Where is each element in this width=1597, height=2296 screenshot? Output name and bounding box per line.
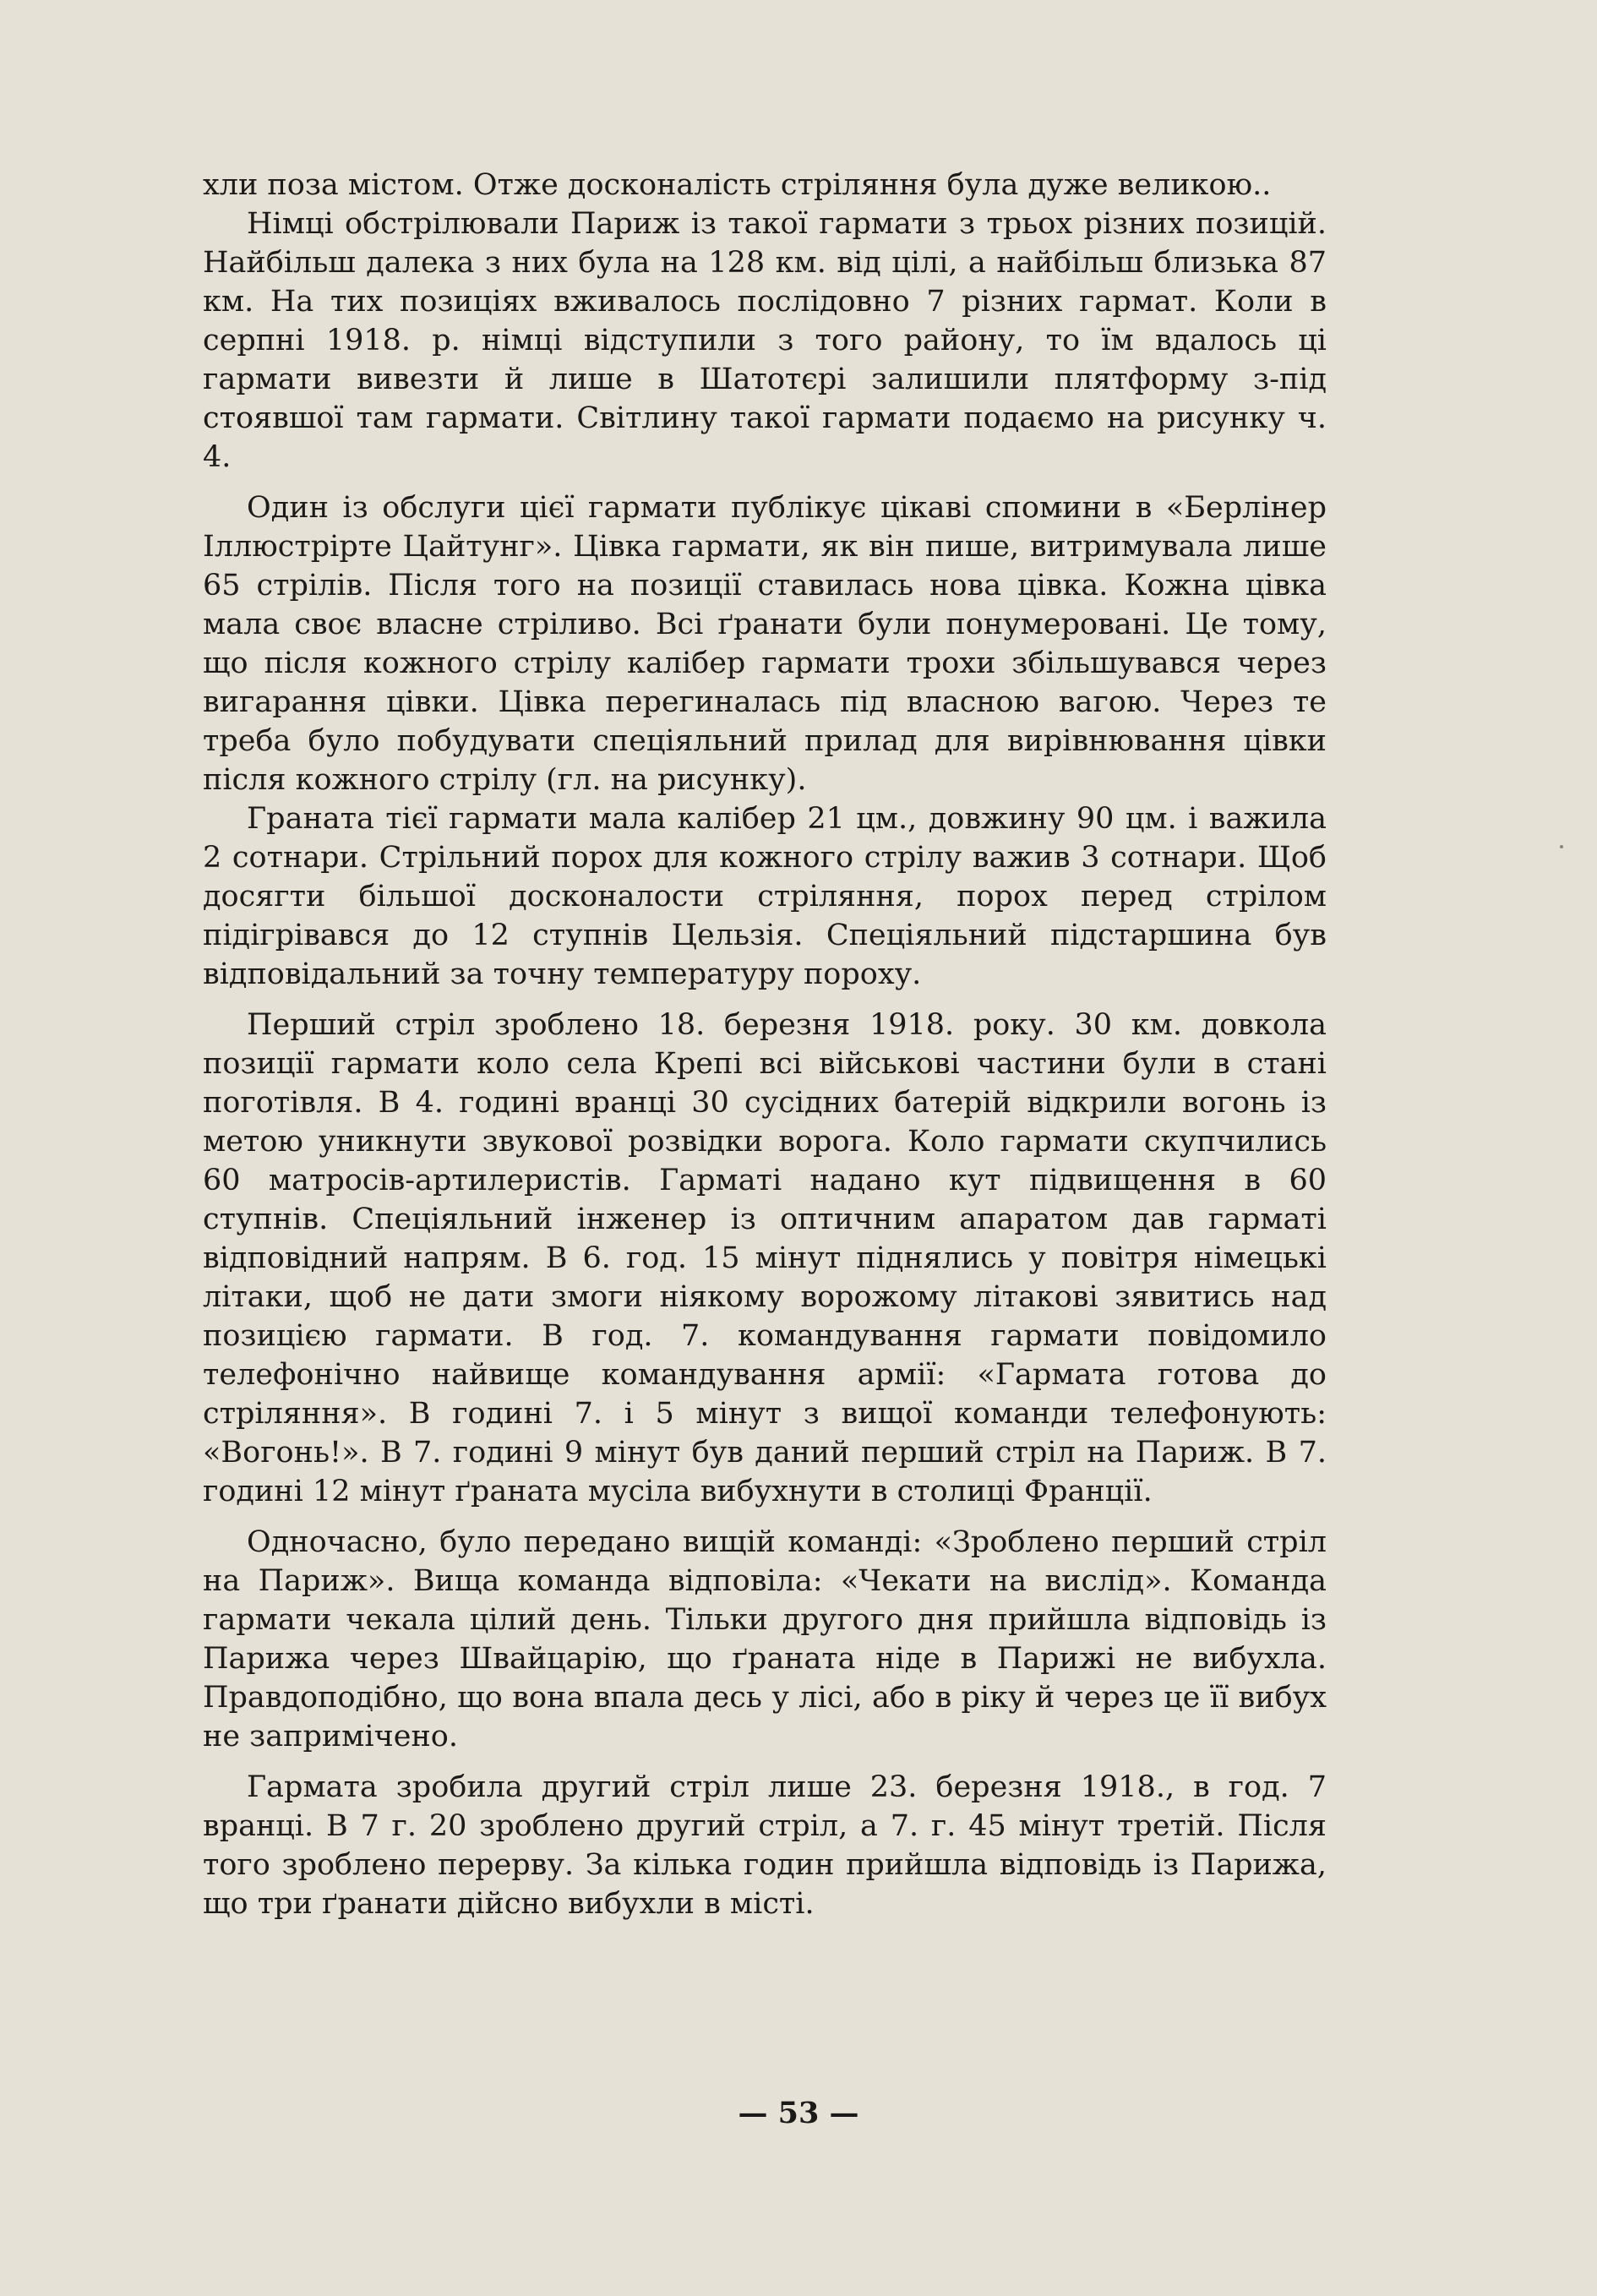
paragraph-continuation: хли поза містом. Отже досконалість стріляння була дуже великою.. [203, 168, 1272, 202]
paragraph-crew-memoirs: Один із обслуги цієї гармати публікує цікаві спомини в «Берлінер Іллюстрірте Цайтунг». Цівка гармати, як він пише, витримувала лише 65 стрілів. Після того на позиції ставилась нова цівка. Кожна цівка мала своє власне стріливо. Всі ґранати були понумеровані. Це тому, що після кожного стрілу калібер гармати трохи збільшувався через вигарання цівки. Цівка перегиналась під власною вагою. Через те треба було побудувати спеціяльний прилад для вирівнювання цівки після кожного стрілу (гл. на рисунку). [203, 491, 1327, 797]
paragraph-firing-positions: Німці обстрілювали Париж із такої гармати з трьох різних позицій. Найбільш далека з них була на 128 км. від цілі, а найбільш близька 87 км. На тих позиціях вживалось послідовно 7 різних гармат. Коли в серпні 1918. р. німці відступили з того району, то їм вдалось ці гармати вивезти й лише в Шатотєрі залишили плятформу з-під стоявшої там гармати. Світлину такої гармати подаємо на рисунку ч. 4. [203, 207, 1327, 474]
paragraph-report: Одночасно, було передано вищій команді: «Зроблено перший стріл на Париж». Вища команда відповіла: «Чекати на вислід». Команда гармати чекала цілий день. Тільки другого дня прийшла відповідь із Парижа через Швайцарію, що ґраната ніде в Парижі не вибухла. Правдоподібно, що вона впала десь у лісі, або в ріку й через це її вибух не запримічено. [203, 1525, 1327, 1753]
paragraph-second-shot: Гармата зробила другий стріл лише 23. березня 1918., в год. 7 вранці. В 7 г. 20 зроблено другий стріл, а 7. г. 45 мінут третій. Після того зроблено перерву. За кілька годин прийшла відповідь із Парижа, що три ґранати дійсно вибухли в місті. [203, 1770, 1327, 1921]
page-number: — 53 — [738, 2096, 859, 2130]
paper-speck [1560, 845, 1563, 848]
paragraph-first-shot: Перший стріл зроблено 18. березня 1918. року. 30 км. довкола позиції гармати коло села Крепі всі військові частини були в стані поготівля. В 4. годині вранці 30 сусідних батерій відкрили вогонь із метою уникнути звукової розвідки ворога. Коло гармати скупчились 60 матросів-артилеристів. Гарматі надано кут підвищення в 60 ступнів. Спеціяльний інженер із оптичним апаратом дав гарматі відповідний напрям. В 6. год. 15 мінут піднялись у повітря німецькі літаки, щоб не дати змоги ніякому ворожому літакові зявитись над позицією гармати. В год. 7. командування гармати повідомило телефонічно найвище командування армії: «Гармата готова до стріляння». В годині 7. і 5 мінут з вищої команди телефонують: «Вогонь!». В 7. годині 9 мінут був даний перший стріл на Париж. В 7. годині 12 мінут ґраната мусіла вибухнути в столиці Франції. [203, 1008, 1327, 1508]
body-text [203, 166, 1327, 1923]
paragraph-shell-specs: Граната тієї гармати мала калібер 21 цм., довжину 90 цм. і важила 2 сотнари. Стрільний порох для кожного стрілу важив 3 сотнари. Щоб досягти більшої досконалости стріляння, порох перед стрілом підігрівався до 12 ступнів Цельзія. Спеціяльний підстаршина був відповідальний за точну температуру пороху. [203, 802, 1327, 991]
